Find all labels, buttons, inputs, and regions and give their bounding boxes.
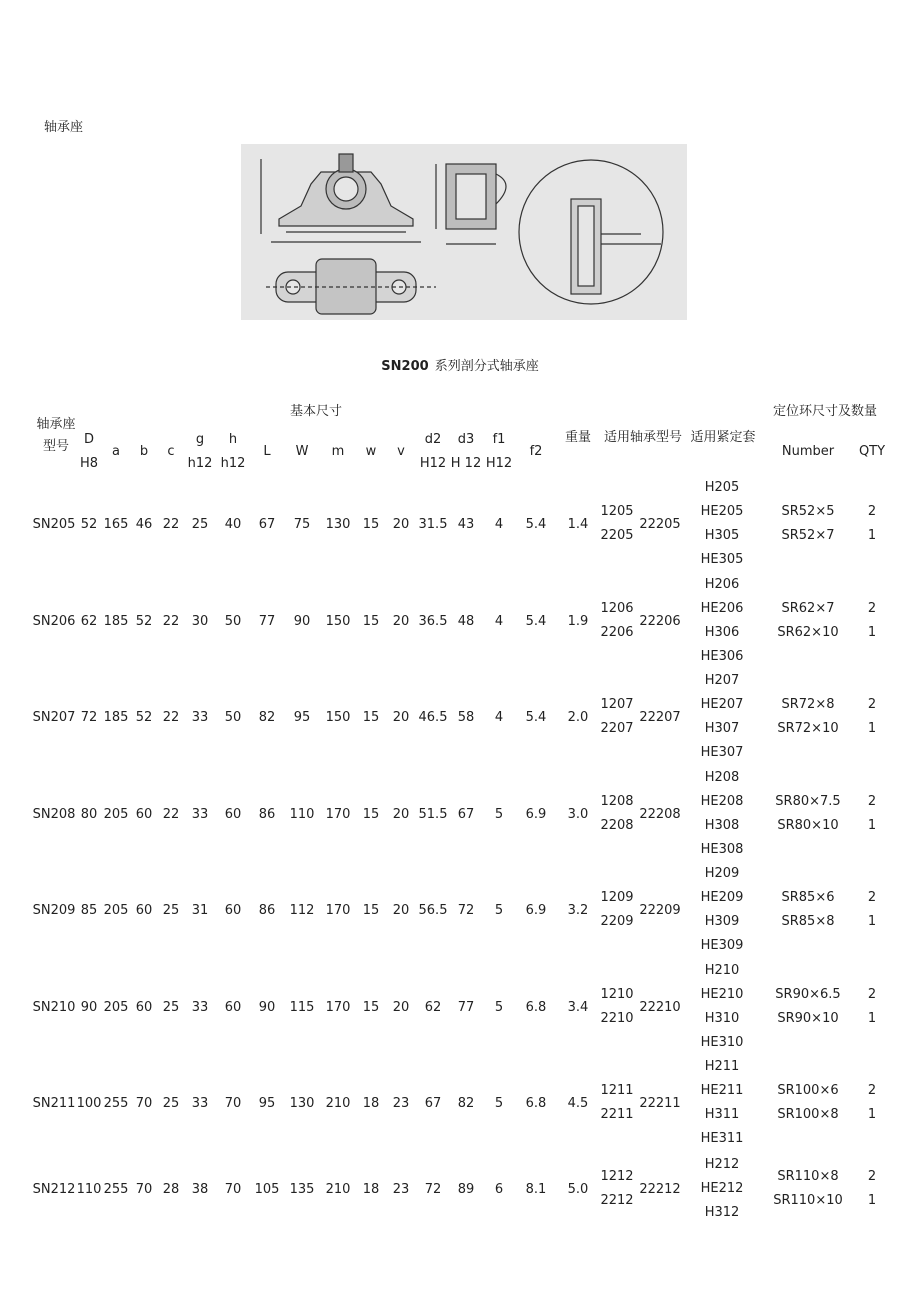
cell-numbers: SR62×7 SR62×10 [777,600,839,640]
cell-bearing2: 22205 [639,517,681,532]
cell-f2: 8.1 [525,1181,547,1197]
cell-weight: 1.4 [567,517,589,532]
cell-g: 33 [191,806,209,822]
cell-d3: 48 [457,613,475,629]
cell-bearing1: 1209 2209 [600,890,634,929]
cell-w: 115 [289,999,315,1015]
header-col-w: w [365,444,377,459]
cell-weight: 2.0 [567,710,589,725]
cell-m: 150 [325,710,351,725]
cell-qty: 2 1 [867,1083,877,1122]
cell-d3: 82 [457,1096,475,1111]
cell-w: 18 [362,1096,380,1111]
cell-d3: 77 [457,999,475,1015]
cell-g: 25 [191,517,209,532]
cell-w: 15 [362,710,380,725]
cell-model: SN210 [32,999,76,1015]
cell-m: 150 [325,613,351,629]
header-col-w: W [295,444,309,459]
cell-h: 70 [224,1181,242,1197]
cell-m: 170 [325,806,351,822]
cell-qty: 2 1 [867,697,877,736]
cell-g: 33 [191,999,209,1015]
cell-h: 60 [224,903,242,918]
cell-bearing2: 22206 [639,613,681,629]
cell-w: 15 [362,613,380,629]
cell-m: 210 [325,1181,351,1197]
cell-m: 130 [325,517,351,532]
cell-f1: 5 [494,1096,504,1111]
cell-d2: 56.5 [418,903,448,918]
cell-qty: 2 1 [867,1168,877,1208]
cell-l: 86 [258,903,276,918]
cell-v: 20 [392,999,410,1015]
cell-w: 15 [362,806,380,822]
header-col-m: m [331,444,345,459]
cell-bearing2: 22212 [639,1181,681,1197]
cell-a: 205 [103,903,129,918]
cell-g: 33 [191,1096,209,1111]
cell-d3: 89 [457,1181,475,1197]
header-col-d: D H8 [79,432,99,471]
cell-model: SN211 [32,1096,76,1111]
header-col-d3: d3 H 12 [450,432,482,471]
cell-l: 77 [258,613,276,629]
cell-c: 25 [162,999,180,1015]
cell-v: 23 [392,1096,410,1111]
header-col-f1: f1 H12 [485,432,513,471]
cell-sleeves: H211 HE211 H311 HE311 [700,1059,744,1146]
cell-weight: 3.4 [567,999,589,1015]
cell-a: 185 [103,710,129,725]
cell-a: 255 [103,1096,129,1111]
cell-d2: 51.5 [418,806,448,822]
cell-m: 170 [325,999,351,1015]
cell-w: 90 [293,613,311,629]
cell-sleeves: H212 HE212 H312 [700,1156,744,1220]
cell-f1: 5 [494,903,504,918]
cell-d: 80 [80,806,98,822]
cell-v: 20 [392,710,410,725]
cell-qty: 2 1 [867,504,877,543]
cell-w: 135 [289,1181,315,1197]
cell-d3: 58 [457,710,475,725]
cell-g: 30 [191,613,209,629]
cell-bearing1: 1207 2207 [600,697,634,736]
cell-f2: 6.8 [525,999,547,1015]
cell-d: 62 [80,613,98,629]
cell-l: 105 [254,1181,280,1197]
header-locating-ring: 定位环尺寸及数量 [772,404,877,419]
cell-f1: 4 [494,710,504,725]
header-col-f2: f2 [529,444,543,459]
cell-d2: 67 [424,1096,442,1111]
cell-w: 112 [289,903,315,918]
cell-h: 40 [224,517,242,532]
header-col-g: g h12 [187,432,213,471]
cell-model: SN209 [32,903,76,918]
cell-f2: 5.4 [525,517,547,532]
cell-bearing2: 22210 [639,999,681,1015]
cell-b: 52 [135,613,153,629]
cell-weight: 5.0 [567,1181,589,1197]
cell-model: SN208 [32,806,76,822]
header-number: Number [781,444,835,459]
header-col-b: b [139,444,149,459]
cell-weight: 3.2 [567,903,589,918]
cell-f1: 6 [494,1181,504,1197]
cell-g: 33 [191,710,209,725]
cell-c: 25 [162,903,180,918]
cell-v: 20 [392,517,410,532]
cell-f1: 5 [494,999,504,1015]
cell-l: 86 [258,806,276,822]
cell-g: 38 [191,1181,209,1197]
header-basic-dims: 基本尺寸 [289,404,342,419]
cell-v: 20 [392,903,410,918]
cell-b: 60 [135,903,153,918]
cell-w: 95 [293,710,311,725]
cell-v: 23 [392,1181,410,1197]
cell-numbers: SR90×6.5 SR90×10 [775,986,841,1026]
cell-v: 20 [392,806,410,822]
cell-d3: 67 [457,806,475,822]
cell-numbers: SR110×8 SR110×10 [773,1168,843,1208]
cell-b: 60 [135,999,153,1015]
cell-m: 170 [325,903,351,918]
cell-l: 67 [258,517,276,532]
cell-a: 185 [103,613,129,629]
cell-bearing2: 22207 [639,710,681,725]
cell-a: 165 [103,517,129,532]
cell-f1: 4 [494,613,504,629]
cell-numbers: SR72×8 SR72×10 [777,697,839,736]
cell-weight: 1.9 [567,613,589,629]
cell-c: 25 [162,1096,180,1111]
cell-numbers: SR80×7.5 SR80×10 [775,793,841,833]
cell-c: 28 [162,1181,180,1197]
header-col-d2: d2 H12 [419,432,447,471]
header-bearing: 适用轴承型号 [603,430,682,445]
cell-d: 85 [80,903,98,918]
cell-bearing1: 1208 2208 [600,793,634,833]
cell-v: 20 [392,613,410,629]
bearing-housing-drawing [241,144,687,320]
cell-b: 52 [135,710,153,725]
cell-c: 22 [162,806,180,822]
cell-d2: 62 [424,999,442,1015]
header-col-h: h h12 [220,432,246,471]
cell-f2: 5.4 [525,710,547,725]
cell-d2: 72 [424,1181,442,1197]
cell-w: 15 [362,999,380,1015]
header-col-a: a [112,444,120,459]
cell-a: 205 [103,999,129,1015]
cell-qty: 2 1 [867,986,877,1026]
cell-d2: 36.5 [418,613,448,629]
cell-h: 60 [224,999,242,1015]
cell-c: 22 [162,613,180,629]
cell-c: 22 [162,517,180,532]
cell-sleeves: H208 HE208 H308 HE308 [700,769,744,857]
table-title [0,355,920,374]
cell-numbers: SR52×5 SR52×7 [781,504,835,543]
cell-d: 52 [80,517,98,532]
cell-h: 70 [224,1096,242,1111]
cell-l: 82 [258,710,276,725]
cell-b: 70 [135,1181,153,1197]
cell-sleeves: H207 HE207 H307 HE307 [700,673,744,760]
cell-f1: 5 [494,806,504,822]
header-col-v: v [397,444,405,459]
cell-c: 22 [162,710,180,725]
cell-l: 90 [258,999,276,1015]
cell-weight: 4.5 [567,1096,589,1111]
cell-bearing1: 1205 2205 [600,504,634,543]
cell-f2: 6.9 [525,903,547,918]
cell-h: 50 [224,710,242,725]
cell-weight: 3.0 [567,806,589,822]
cell-b: 60 [135,806,153,822]
cell-bearing2: 22209 [639,903,681,918]
cell-l: 95 [258,1096,276,1111]
cell-numbers: SR85×6 SR85×8 [781,890,835,929]
cell-w: 110 [289,806,315,822]
cell-d2: 31.5 [418,517,448,532]
cell-f2: 6.8 [525,1096,547,1111]
header-qty: QTY [858,444,886,459]
cell-h: 50 [224,613,242,629]
cell-numbers: SR100×6 SR100×8 [777,1083,839,1122]
cell-w: 130 [289,1096,315,1111]
cell-d3: 43 [457,517,475,532]
cell-bearing1: 1212 2212 [600,1168,634,1208]
page-label: 轴承座 [44,120,84,135]
cell-d: 100 [76,1096,102,1111]
cell-model: SN207 [32,710,76,725]
header-col-c: c [167,444,175,459]
cell-f2: 5.4 [525,613,547,629]
cell-d: 110 [76,1181,102,1197]
cell-d: 72 [80,710,98,725]
cell-d: 90 [80,999,98,1015]
series-description: 系列剖分式轴承座 [434,359,539,374]
cell-w: 18 [362,1181,380,1197]
cell-bearing2: 22208 [639,806,681,822]
cell-bearing1: 1206 2206 [600,600,634,640]
cell-d3: 72 [457,903,475,918]
cell-bearing1: 1210 2210 [600,986,634,1026]
cell-bearing2: 22211 [639,1096,681,1111]
cell-model: SN205 [32,517,76,532]
cell-qty: 2 1 [867,890,877,929]
cell-sleeves: H206 HE206 H306 HE306 [700,576,744,664]
cell-b: 46 [135,517,153,532]
cell-m: 210 [325,1096,351,1111]
cell-w: 15 [362,903,380,918]
header-weight: 重量 [564,430,591,445]
cell-w: 75 [293,517,311,532]
cell-a: 205 [103,806,129,822]
cell-g: 31 [191,903,209,918]
cell-bearing1: 1211 2211 [600,1083,634,1122]
cell-sleeves: H210 HE210 H310 HE310 [700,962,744,1050]
cell-model: SN206 [32,613,76,629]
header-housing-model: 轴承座 型号 [36,417,76,454]
cell-w: 15 [362,517,380,532]
cell-qty: 2 1 [867,600,877,640]
cell-model: SN212 [32,1181,76,1197]
cell-sleeves: H209 HE209 H309 HE309 [700,866,744,953]
cell-h: 60 [224,806,242,822]
series-model: SN200 [381,359,429,374]
cell-f1: 4 [494,517,504,532]
cell-a: 255 [103,1181,129,1197]
cell-sleeves: H205 HE205 H305 HE305 [700,480,744,567]
cell-qty: 2 1 [867,793,877,833]
header-sleeve: 适用紧定套 [690,430,756,445]
header-col-l: L [263,444,271,459]
cell-f2: 6.9 [525,806,547,822]
cell-d2: 46.5 [418,710,448,725]
cell-b: 70 [135,1096,153,1111]
